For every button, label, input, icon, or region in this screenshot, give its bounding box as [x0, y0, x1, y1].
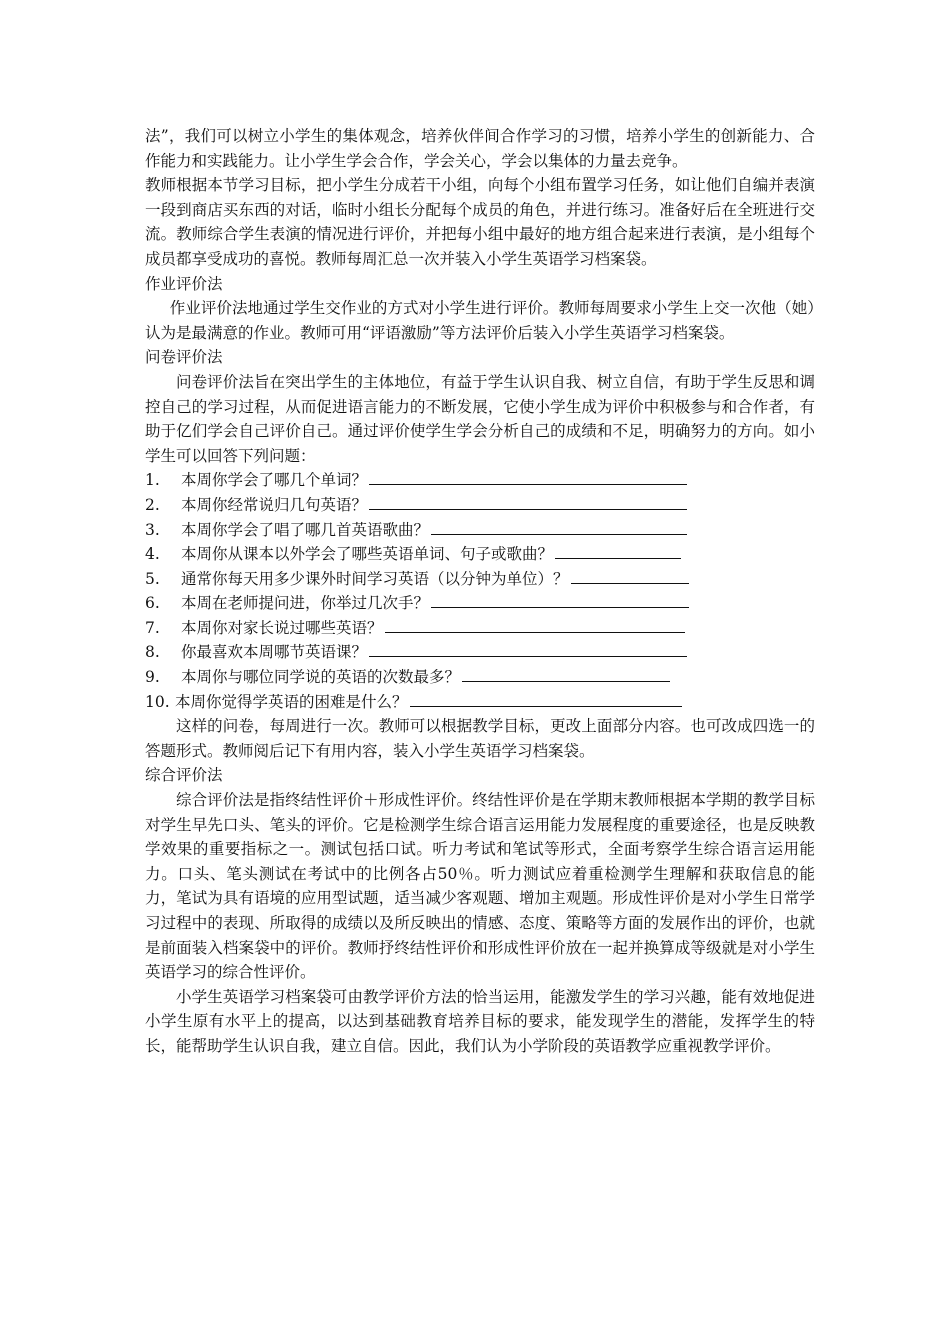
question-text: 你最喜欢本周哪节英语课？ [181, 643, 368, 662]
answer-blank-line [555, 543, 681, 559]
heading-homework-evaluation: 作业评价法 [145, 274, 223, 293]
question-number: 7. [145, 618, 160, 637]
question-number: 1. [145, 471, 160, 490]
question-text: 本周在老师提问进，你举过几次手？ [181, 594, 430, 613]
paragraph-conclusion: 小学生英语学习档案袋可由教学评价方法的恰当运用，能激发学生的学习兴趣，能有效地促进小学生原有水平上的提高，以达到基础教育培养目标的要求，能发现学生的潜能，发挥学生的特长，能帮助学生认识自我，建立自信。因此，我们认为小学阶段的英语教学应重视教学评价。 [145, 987, 815, 1055]
question-number: 3. [145, 520, 160, 539]
heading-comprehensive-evaluation: 综合评价法 [145, 766, 223, 785]
answer-blank-line [431, 592, 689, 608]
question-text: 本周你觉得学英语的困难是什么？ [175, 692, 408, 711]
question-text: 本周你与哪位同学说的英语的次数最多？ [181, 668, 461, 687]
answer-blank-line [462, 666, 670, 682]
question-item [145, 690, 815, 715]
question-item [145, 468, 815, 493]
heading-questionnaire-evaluation: 问卷评价法 [145, 348, 223, 367]
question-item [145, 616, 815, 641]
answer-blank-line [410, 691, 682, 707]
paragraph-group-task: 教师根据本节学习目标，把小学生分成若干小组，向每个小组布置学习任务，如让他们自编并表演一段到商店买东西的对话，临时小组长分配每个成员的角色，并进行练习。准备好后在全班进行交流。教师综合学生表演的情况进行评价，并把每小组中最好的地方组合起来进行表演，是小组每个成员都享受成功的喜悦。教师每周汇总一次并装入小学生英语学习档案袋。 [145, 176, 815, 268]
answer-blank-line [369, 494, 687, 510]
question-item [145, 665, 815, 690]
paragraph-cooperation: 法”，我们可以树立小学生的集体观念，培养伙伴间合作学习的习惯，培养小学生的创新能力、合作能力和实践能力。让小学生学会合作，学会关心，学会以集体的力量去竞争。 [145, 127, 815, 170]
answer-blank-line [571, 568, 689, 584]
paragraph-homework-evaluation: 作业评价法地通过学生交作业的方式对小学生进行评价。教师每周要求小学生上交一次他（她）认为是最满意的作业。教师可用“评语激励”等方法评价后装入小学生英语学习档案袋。 [145, 299, 815, 342]
question-text: 本周你对家长说过哪些英语？ [181, 618, 383, 637]
question-number: 4. [145, 545, 160, 564]
question-number: 8. [145, 643, 160, 662]
question-text: 本周你经常说归几句英语？ [181, 495, 368, 514]
answer-blank-line [369, 641, 687, 657]
question-number: 9. [145, 668, 160, 687]
document-body [145, 124, 815, 1059]
question-item [145, 493, 815, 518]
answer-blank-line [385, 617, 685, 633]
question-item [145, 567, 815, 592]
answer-blank-line [431, 519, 687, 535]
question-number: 10. [145, 692, 170, 711]
paragraph-questionnaire-evaluation: 问卷评价法旨在突出学生的主体地位，有益于学生认识自我、树立自信，有助于学生反思和调控自己的学习过程，从而促进语言能力的不断发展，它使小学生成为评价中积极参与和合作者，有助于亿们学会自己评价自己。通过评价使学生学会分析自己的成绩和不足，明确努力的方向。如小学生可以回答下列问题： [145, 372, 815, 465]
answer-blank-line [369, 469, 687, 485]
question-number: 2. [145, 495, 160, 514]
question-text: 本周你学会了哪几个单词？ [181, 471, 368, 490]
question-item [145, 591, 815, 616]
paragraph-questionnaire-usage: 这样的问卷，每周进行一次。教师可以根据教学目标，更改上面部分内容。也可改成四选一的答题形式。教师阅后记下有用内容，装入小学生英语学习档案袋。 [145, 717, 815, 760]
question-list [145, 468, 815, 714]
paragraph-comprehensive-evaluation: 综合评价法是指终结性评价＋形成性评价。终结性评价是在学期末教师根据本学期的教学目标对学生早先口头、笔头的评价。它是检测学生综合语言运用能力发展程度的重要途径，也是反映教学效果的重要指标之一。测试包括口试。听力考试和笔试等形式，全面考察学生综合语言运用能力。口头、笔头测试在考试中的比例各占50％。听力测试应着重检测学生理解和获取信息的能力，笔试为具有语境的应用型试题，适当减少客观题、增加主观题。形成性评价是对小学生日常学习过程中的表现、所取得的成绩以及所反映出的情感、态度、策略等方面的发展作出的评价，也就是前面装入档案袋中的评价。教师抒终结性评价和形成性评价放在一起并换算成等级就是对小学生英语学习的综合性评价。 [145, 791, 815, 982]
question-number: 6. [145, 594, 160, 613]
question-item [145, 542, 815, 567]
question-number: 5. [145, 569, 160, 588]
question-text: 本周你从课本以外学会了哪些英语单词、句子或歌曲？ [181, 545, 554, 564]
question-item [145, 518, 815, 543]
question-item [145, 640, 815, 665]
question-text: 通常你每天用多少课外时间学习英语（以分钟为单位）？ [181, 569, 569, 588]
question-text: 本周你学会了唱了哪几首英语歌曲？ [181, 520, 430, 539]
